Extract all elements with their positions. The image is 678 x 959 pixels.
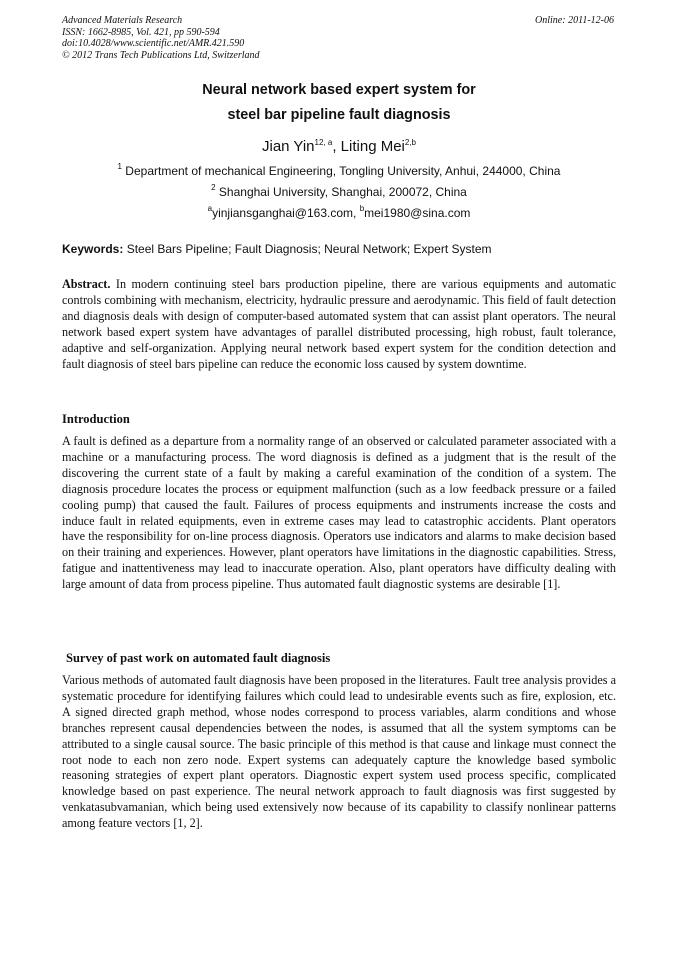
survey-text: Various methods of automated fault diagnosis have been proposed in the literatures. Fault tree analysis provides a systematic procedure for identifying failures which could lead to undesirable events such as fire, explosion, etc. A signed directed graph method, whose nodes correspond to process variables, alarm conditions and whose branches represent causal dependencies between the nodes, is assumed that all the system symptoms can be attributed to a single causal source. The basic principle of this method is that cause and linkage must connect the root node to each non zero node. Expert systems can adequately capture the knowledge based symbolic reasoning strategies of expert plant operators. Diagnostic expert system used process specific, complicated knowledge based on past experience. The neural network approach to fault diagnosis was first suggested by venkatasubvamanian, which being used extensively now because of its capability to classify nonlinear patterns among feature vectors [1, 2]. [62,673,616,831]
keywords [62,242,492,256]
author-separator: , [332,138,341,155]
abstract [62,277,616,372]
email-line [0,206,678,220]
keywords-label: Keywords: [62,242,124,256]
survey-heading: Survey of past work on automated fault diagnosis [66,651,331,665]
paper-title-line-1: Neural network based expert system for [202,82,476,98]
affiliation-1 [0,164,678,178]
affiliation-1-sup: 1 [117,162,122,171]
keywords-text: Steel Bars Pipeline; Fault Diagnosis; Neural Network; Expert System [123,242,492,256]
author-1-sup: 12, a [314,138,333,147]
journal-name: Advanced Materials Research [62,15,183,26]
email-1: yinjiansganghai@163.com, [212,206,360,220]
paper-title-line-2: steel bar pipeline fault diagnosis [227,107,451,123]
doi-line: doi:10.4028/www.scientific.net/AMR.421.590 [62,38,245,50]
online-date: Online: 2011-12-06 [535,15,614,26]
abstract-text: In modern continuing steel bars production pipeline, there are various equipments and automatic controls combining with mechanism, electricity, hydraulic pressure and aerodynamic. This field of fault detection and diagnosis deals with design of computer-based automated system that can assist plant operators. The neural network based expert system have advantages of parallel distributed processing, high robust, fault tolerance, adaptive and self-organization. Applying neural network based expert system for the condition detection and fault diagnosis of steel bars pipeline can reduce the economic loss caused by system downtime. [62,277,616,371]
email-2: mei1980@sina.com [364,206,471,220]
journal-header [62,15,260,61]
affiliation-2 [0,185,678,199]
affiliation-2-sup: 2 [211,183,216,192]
copyright-line: © 2012 Trans Tech Publications Ltd, Switzerland [62,49,260,61]
author-2: Liting Mei [340,138,405,155]
author-1: Jian Yin [261,138,315,155]
introduction-heading: Introduction [62,412,130,426]
introduction-text: A fault is defined as a departure from a normality range of an observed or calculated parameter associated with a machine or a manufacturing process. The word diagnosis is defined as a judgment that is the result of the discovering the current state of a fault by making a careful examination of the condition of a system. The diagnosis procedure locates the process or equipment malfunction (such as a low feedback pressure or a failed cooling pump) that caused the fault. Failures of process equipments and instruments increase the costs and induce fault in related equipments, even in extreme cases may lead to catastrophic accidents. Plant operators have the responsibility for on-line process diagnosis. Operators use indicators and alarms to make decision based on their training and experiences. However, plant operators have limitations in the diagnostic capabilities. Stress, fatigue and inattentiveness may lead to inaccurate operation. Also, plant operators have difficulty dealing with large amount of data from process pipeline. Thus automated fault diagnostic systems are desirable [1]. [62,434,616,592]
affiliation-1-text: Department of mechanical Engineering, Tongling University, Anhui, 244000, China [121,164,561,178]
email-1-sup: a [207,204,213,213]
author-list [0,138,678,155]
email-2-sup: b [359,204,365,213]
abstract-label: Abstract. [62,277,111,291]
issn-line: ISSN: 1662-8985, Vol. 421, pp 590-594 [62,26,220,38]
author-2-sup: 2,b [404,138,416,147]
affiliation-2-text: Shanghai University, Shanghai, 200072, China [215,185,467,199]
